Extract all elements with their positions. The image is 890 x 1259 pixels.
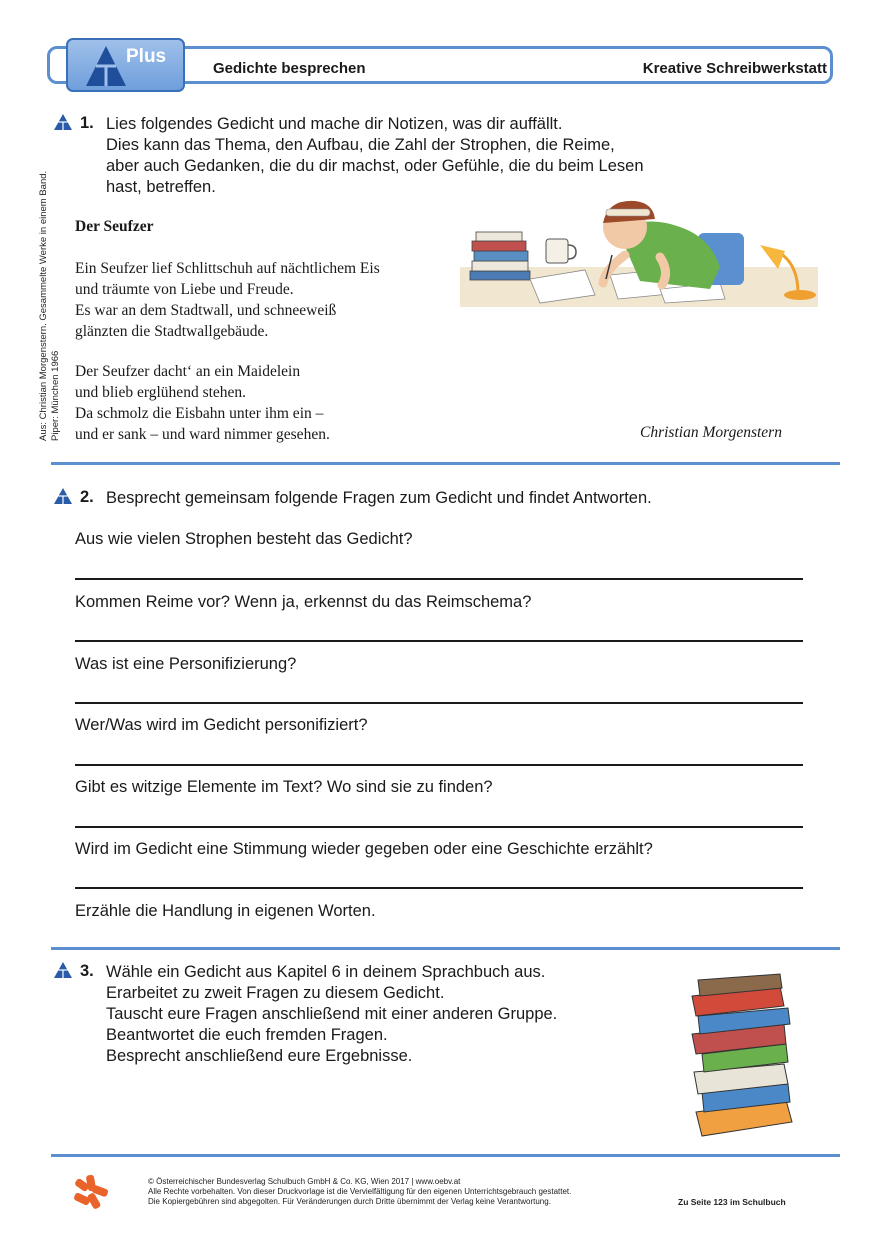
instruction-line: Erarbeitet zu zweit Fragen zu diesem Gedicht. (106, 984, 445, 1002)
question: Wird im Gedicht eine Stimmung wieder gegeben oder eine Geschichte erzählt? (75, 840, 653, 858)
question: Aus wie vielen Strophen besteht das Gedicht? (75, 530, 413, 548)
poem-title: Der Seufzer (75, 218, 154, 235)
instruction-line: Wähle ein Gedicht aus Kapitel 6 in deinem Sprachbuch aus. (106, 963, 546, 981)
poem-line: Ein Seufzer lief Schlittschuh auf nächtlichem Eis (75, 260, 380, 277)
task-number: 2. (80, 488, 94, 506)
page-title: Gedichte besprechen (213, 60, 366, 77)
instruction-line: hast, betreffen. (106, 178, 216, 196)
footer-line: Die Kopiergebühren sind abgegolten. Für Veränderungen durch Dritte übernimmt der Verlag keine Verantwortung. (148, 1197, 551, 1206)
instruction-line: Besprecht anschließend eure Ergebnisse. (106, 1047, 413, 1065)
question: Was ist eine Personifizierung? (75, 655, 297, 673)
publisher-logo-icon (72, 1173, 110, 1211)
question: Erzähle die Handlung in eigenen Worten. (75, 902, 376, 920)
answer-line[interactable] (75, 702, 803, 704)
task-instructions: Besprecht gemeinsam folgende Fragen zum Gedicht und findet Antworten. (106, 489, 652, 507)
poem-line: und blieb erglühend stehen. (75, 384, 247, 401)
poem-line: und träumte von Liebe und Freude. (75, 281, 294, 298)
section-title: Kreative Schreibwerkstatt (642, 60, 827, 77)
instruction-line: Tauscht eure Fragen anschließend mit einer anderen Gruppe. (106, 1005, 558, 1023)
page-reference: Zu Seite 123 im Schulbuch (678, 1197, 786, 1207)
book-stack-illustration (688, 972, 800, 1140)
task-number: 1. (80, 114, 94, 132)
poem-line: Der Seufzer dacht‘ an ein Maidelein (75, 363, 301, 380)
instruction-line: Lies folgendes Gedicht und mache dir Notizen, was dir auffällt. (106, 115, 563, 133)
poem-line: glänzten die Stadtwallgebäude. (75, 323, 269, 340)
pyramid-icon (53, 487, 73, 505)
pyramid-icon (53, 113, 73, 131)
source-credit-line: Piper: München 1966 (50, 350, 61, 441)
poem-stanza (75, 361, 330, 445)
question: Gibt es witzige Elemente im Text? Wo sind sie zu finden? (75, 778, 493, 796)
task-instructions (106, 114, 644, 198)
answer-line[interactable] (75, 887, 803, 889)
answer-line[interactable] (75, 578, 803, 580)
question: Kommen Reime vor? Wenn ja, erkennst du das Reimschema? (75, 593, 532, 611)
section-divider (51, 947, 840, 950)
instruction-line: Dies kann das Thema, den Aufbau, die Zahl der Strophen, die Reime, (106, 136, 615, 154)
footer-line: Alle Rechte vorbehalten. Von dieser Druckvorlage ist die Vervielfältigung für den eigenen Unterrichtsgebrauch gestattet. (148, 1187, 572, 1196)
poem-line: Da schmolz die Eisbahn unter ihm ein – (75, 405, 324, 422)
poem-line: Es war an dem Stadtwall, und schneeweiß (75, 302, 337, 319)
poem-stanza (75, 258, 380, 342)
section-divider (51, 1154, 840, 1157)
plus-badge (66, 38, 185, 92)
source-credit (38, 41, 62, 441)
section-divider (51, 462, 840, 465)
poem-author: Christian Morgenstern (640, 424, 782, 441)
answer-line[interactable] (75, 640, 803, 642)
plus-label: Plus (126, 46, 167, 67)
source-credit-line: Aus: Christian Morgenstern. Gesammelte Werke in einem Band. (38, 170, 49, 441)
question: Wer/Was wird im Gedicht personifiziert? (75, 716, 368, 734)
instruction-line: Beantwortet die euch fremden Fragen. (106, 1026, 388, 1044)
task-instructions (106, 962, 557, 1067)
footer-line: © Österreichischer Bundesverlag Schulbuch GmbH & Co. KG, Wien 2017 | www.oebv.at (148, 1177, 461, 1186)
footer-copyright (148, 1177, 571, 1207)
task-number: 3. (80, 962, 94, 980)
answer-line[interactable] (75, 826, 803, 828)
instruction-line: aber auch Gedanken, die du dir machst, oder Gefühle, die du beim Lesen (106, 157, 644, 175)
pyramid-icon (53, 961, 73, 979)
answer-line[interactable] (75, 764, 803, 766)
student-writing-illustration (460, 195, 818, 307)
pyramid-icon (84, 44, 128, 88)
poem-line: und er sank – und ward nimmer gesehen. (75, 426, 330, 443)
